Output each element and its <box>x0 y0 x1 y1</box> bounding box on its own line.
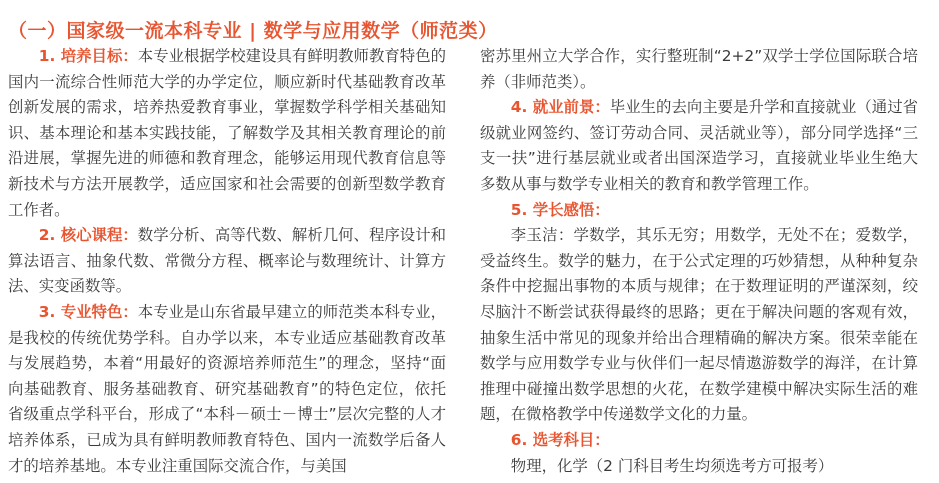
career-prospects-text: 毕业生的去向主要是升学和直接就业（通过省级就业网签约、签订劳动合同、灵活就业等），部分同学选择“三支一扶”进行基层就业或者出国深造学习，直接就业毕业生绝大多数从事与数学专业相关的教育和教学管理工作。 <box>480 98 918 193</box>
training-goal-paragraph <box>8 44 446 223</box>
career-prospects-paragraph <box>480 95 918 197</box>
major-features-heading: 3. 专业特色： <box>38 302 138 321</box>
alumni-reflection-text: 李玉洁：学数学，其乐无穷；用数学，无处不在；爱数学，受益终生。数学的魅力，在于公式定理的巧妙猜想，从种种复杂条件中挖掘出事物的本质与规律；在于数理证明的严谨深刻，绞尽脑汁不断尝试获得最终的思路；更在于解决问题的客观有效，抽象生活中常见的现象并给出合理精确的解决方案。很荣幸能在数学与应用数学专业与伙伴们一起尽情遨游数学的海洋，在计算推理中碰撞出数学思想的火花，在数学建模中解决实际生活的难题，在微格教学中传递数学文化的力量。 <box>480 226 918 424</box>
right-column <box>480 44 918 479</box>
career-prospects-heading: 4. 就业前景： <box>510 98 610 117</box>
major-features-text: 本专业是山东省最早建立的师范类本科专业，是我校的传统优势学科。自办学以来，本专业适应基础教育改革与发展趋势，本着“用最好的资源培养师范生”的理念，坚持“面向基础教育、服务基础教育、研究基础教育”的特色定位，依托省级重点学科平台，形成了“本科－硕士－博士”层次完整的人才培养体系，已成为具有鲜明教师教育特色、国内一流数学后备人才的培养基地。本专业注重国际交流合作，与美国 <box>8 302 446 475</box>
elective-subjects-heading-line <box>480 428 918 454</box>
training-goal-heading: 1. 培养目标： <box>38 47 138 65</box>
core-courses-paragraph <box>8 223 446 300</box>
alumni-reflection-heading-line <box>480 198 918 224</box>
alumni-reflection-heading: 5. 学长感悟： <box>510 200 610 219</box>
left-column <box>8 44 446 479</box>
elective-subjects-text: 物理，化学（2 门科目考生均须选考方可报考） <box>510 456 834 475</box>
elective-subjects-heading: 6. 选考科目： <box>510 430 610 449</box>
section-title: （一）国家级一流本科专业 | 数学与应用数学（师范类） <box>8 20 498 42</box>
major-features-paragraph <box>8 300 446 479</box>
major-features-continued: 密苏里州立大学合作，实行整班制“2+2”双学士学位国际联合培养（非师范类）。 <box>480 47 918 91</box>
core-courses-heading: 2. 核心课程： <box>38 226 138 245</box>
core-courses-text: 数学分析、高等代数、解析几何、程序设计和算法语言、抽象代数、常微分方程、概率论与数理统计、计算方法、实变函数等。 <box>8 226 446 296</box>
training-goal-text: 本专业根据学校建设具有鲜明教师教育特色的国内一流综合性师范大学的办学定位，顺应新时代基础教育改革创新发展的需求，培养热爱教育事业，掌握数学科学相关基础知识、基本理论和基本实践技能，了解数学及其相关教育理论的前沿进展，掌握先进的师德和教育理念，能够运用现代教育信息等新技术与方法开展教学，适应国家和社会需要的创新型数学教育工作者。 <box>8 47 446 219</box>
